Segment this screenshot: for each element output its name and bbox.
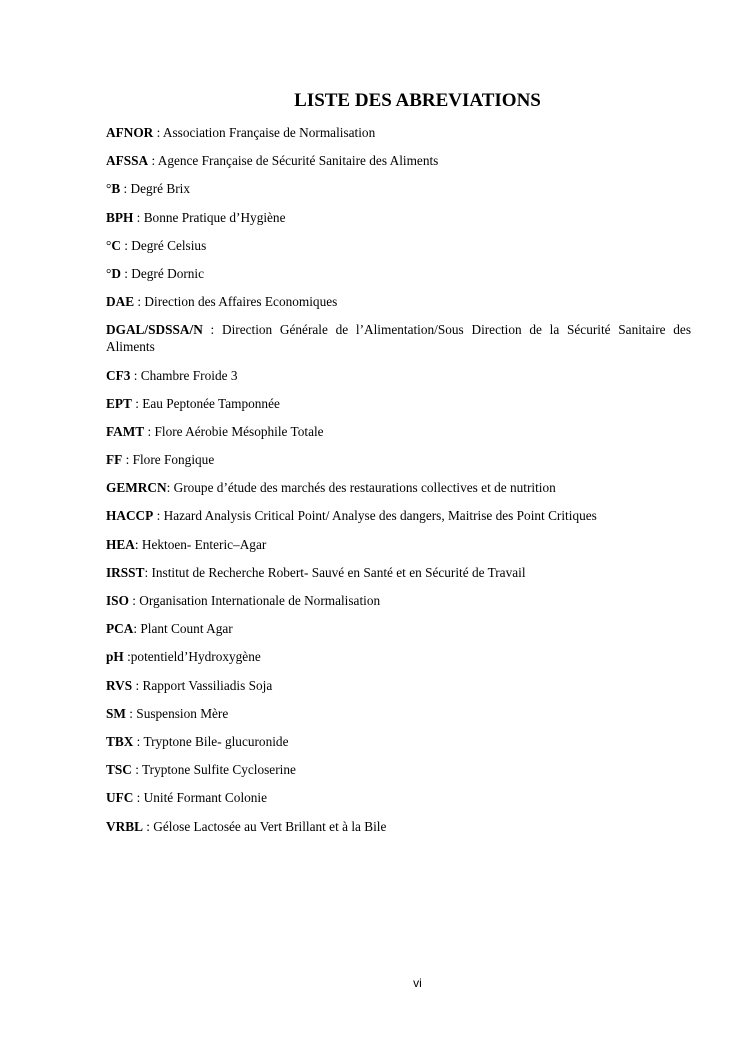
abbreviation-term: FF: [106, 452, 123, 468]
abbreviation-definition: Direction des Affaires Economiques: [144, 294, 338, 310]
abbreviation-term: TBX: [106, 733, 134, 749]
abbreviation-definition: Degré Brix: [130, 181, 190, 197]
abbreviation-entry: [106, 423, 691, 440]
abbreviation-term: TSC: [106, 762, 132, 778]
abbreviation-separator: :: [120, 237, 132, 253]
page-title: LISTE DES ABREVIATIONS: [294, 90, 541, 111]
abbreviation-definition: Degré Dornic: [131, 265, 205, 281]
abbreviation-entry: [106, 479, 691, 496]
abbreviation-entry: [106, 293, 691, 310]
page-number: vi: [413, 976, 422, 990]
abbreviation-entry: [106, 209, 691, 226]
abbreviation-separator: :: [202, 322, 222, 338]
abbreviation-entry: [106, 124, 691, 141]
abbreviation-definition: Unité Formant Colonie: [143, 790, 268, 806]
abbreviation-entry: [106, 733, 691, 750]
abbreviation-separator: :: [134, 294, 145, 310]
abbreviation-definition: Hektoen- Enteric–Agar: [141, 536, 267, 552]
abbreviation-entry: [106, 620, 691, 637]
abbreviation-entry: [106, 152, 691, 169]
abbreviation-term: HEA: [106, 536, 135, 552]
abbreviation-definition: Suspension Mère: [136, 705, 229, 721]
abbreviation-separator: :: [134, 536, 142, 552]
abbreviation-term: IRSST: [106, 564, 145, 580]
abbreviation-definition: Institut de Recherche Robert- Sauvé en Santé et en Sécurité de Travail: [151, 564, 526, 580]
abbreviation-term: DGAL/SDSSA/N: [106, 322, 203, 338]
abbreviation-definition: Association Française de Normalisation: [162, 125, 376, 140]
abbreviation-term: PCA: [106, 621, 134, 637]
abbreviation-definition: Organisation Internationale de Normalisation: [139, 593, 381, 608]
abbreviation-entry: [106, 536, 691, 553]
abbreviation-separator: :: [153, 508, 164, 524]
abbreviation-separator: :: [120, 265, 132, 281]
abbreviation-definition: potentield’Hydroxygène: [130, 649, 261, 665]
abbreviation-definition: Bonne Pratique d’Hygiène: [143, 209, 286, 225]
abbreviation-term: UFC: [106, 790, 134, 806]
abbreviation-separator: :: [131, 395, 143, 411]
degree-symbol: °: [106, 265, 112, 281]
abbreviation-entry: [106, 395, 691, 412]
abbreviation-definition: Tryptone Sulfite Cycloserine: [141, 762, 296, 778]
abbreviation-definition: Eau Peptonée Tamponnée: [142, 395, 280, 411]
abbreviation-definition: Gélose Lactosée au Vert Brillant et à la Bile: [153, 818, 387, 834]
degree-symbol: °: [106, 181, 112, 197]
abbreviation-entry: [106, 321, 691, 355]
abbreviation-definition: Degré Celsius: [131, 237, 207, 253]
abbreviation-separator: :: [120, 181, 131, 197]
abbreviation-term: SM: [106, 705, 126, 721]
abbreviation-term: BPH: [106, 209, 134, 225]
abbreviation-separator: :: [123, 649, 131, 665]
abbreviation-term: EPT: [106, 395, 132, 411]
abbreviation-entry: [106, 648, 691, 665]
abbreviation-term: DAE: [106, 294, 135, 310]
abbreviation-separator: :: [133, 790, 144, 806]
abbreviation-separator: :: [133, 621, 141, 637]
abbreviation-separator: :: [131, 762, 142, 778]
abbreviation-separator: :: [130, 367, 141, 383]
abbreviation-term: pH: [106, 649, 124, 665]
abbreviation-term: C: [111, 237, 121, 253]
abbreviation-entry: [106, 761, 691, 778]
abbreviation-definition: Chambre Froide 3: [140, 367, 238, 383]
abbreviation-definition: Hazard Analysis Critical Point/ Analyse des dangers, Maitrise des Point Critiques: [163, 508, 597, 524]
abbreviation-separator: :: [153, 125, 163, 140]
abbreviation-entry: [106, 592, 691, 609]
abbreviation-definition: Groupe d’étude des marchés des restaurations collectives et de nutrition: [173, 480, 556, 496]
abbreviation-separator: :: [128, 593, 140, 608]
abbreviation-separator: :: [166, 480, 174, 496]
abbreviation-separator: :: [142, 818, 154, 834]
abbreviation-entry: [106, 705, 691, 722]
abbreviation-entry: [106, 451, 691, 468]
abbreviation-entry: [106, 677, 691, 694]
abbreviation-entry: [106, 265, 691, 282]
abbreviation-definition: Agence Française de Sécurité Sanitaire des Aliments: [157, 153, 439, 169]
abbreviation-entry: [106, 180, 691, 197]
abbreviation-entry: [106, 507, 691, 524]
abbreviation-separator: :: [133, 733, 144, 749]
abbreviation-term: RVS: [106, 677, 133, 693]
abbreviation-term: B: [111, 181, 121, 197]
abbreviation-term: GEMRCN: [106, 480, 167, 496]
abbreviation-entry: [106, 789, 691, 806]
abbreviation-definition: Tryptone Bile- glucuronide: [143, 733, 289, 749]
abbreviation-entry: [106, 564, 691, 581]
abbreviation-term: AFNOR: [106, 125, 154, 140]
abbreviation-separator: :: [144, 423, 155, 439]
abbreviation-separator: :: [125, 705, 137, 721]
abbreviation-entry: [106, 818, 691, 835]
abbreviation-term: HACCP: [106, 508, 154, 524]
abbreviation-separator: :: [122, 452, 133, 468]
abbreviation-term: ISO: [106, 593, 129, 608]
abbreviation-term: AFSSA: [106, 153, 149, 169]
abbreviation-term: CF3: [106, 367, 131, 383]
abbreviation-separator: :: [133, 209, 144, 225]
abbreviation-definition: Plant Count Agar: [140, 621, 233, 637]
abbreviation-entry: [106, 237, 691, 254]
abbreviation-entry: [106, 367, 691, 384]
abbreviation-separator: :: [132, 677, 143, 693]
abbreviation-definition: Flore Aérobie Mésophile Totale: [154, 423, 324, 439]
abbreviation-definition: Rapport Vassiliadis Soja: [142, 677, 273, 693]
abbreviation-term: D: [111, 265, 121, 281]
abbreviation-list: [106, 124, 691, 846]
abbreviation-definition: Direction Générale de l’Alimentation/Sous Direction de la Sécurité Sanitaire des Aliments: [106, 322, 691, 355]
degree-symbol: °: [106, 237, 112, 253]
abbreviation-term: VRBL: [106, 818, 143, 834]
abbreviation-definition: Flore Fongique: [132, 452, 215, 468]
abbreviation-separator: :: [148, 153, 158, 169]
abbreviation-term: FAMT: [106, 423, 145, 439]
abbreviation-separator: :: [144, 564, 152, 580]
